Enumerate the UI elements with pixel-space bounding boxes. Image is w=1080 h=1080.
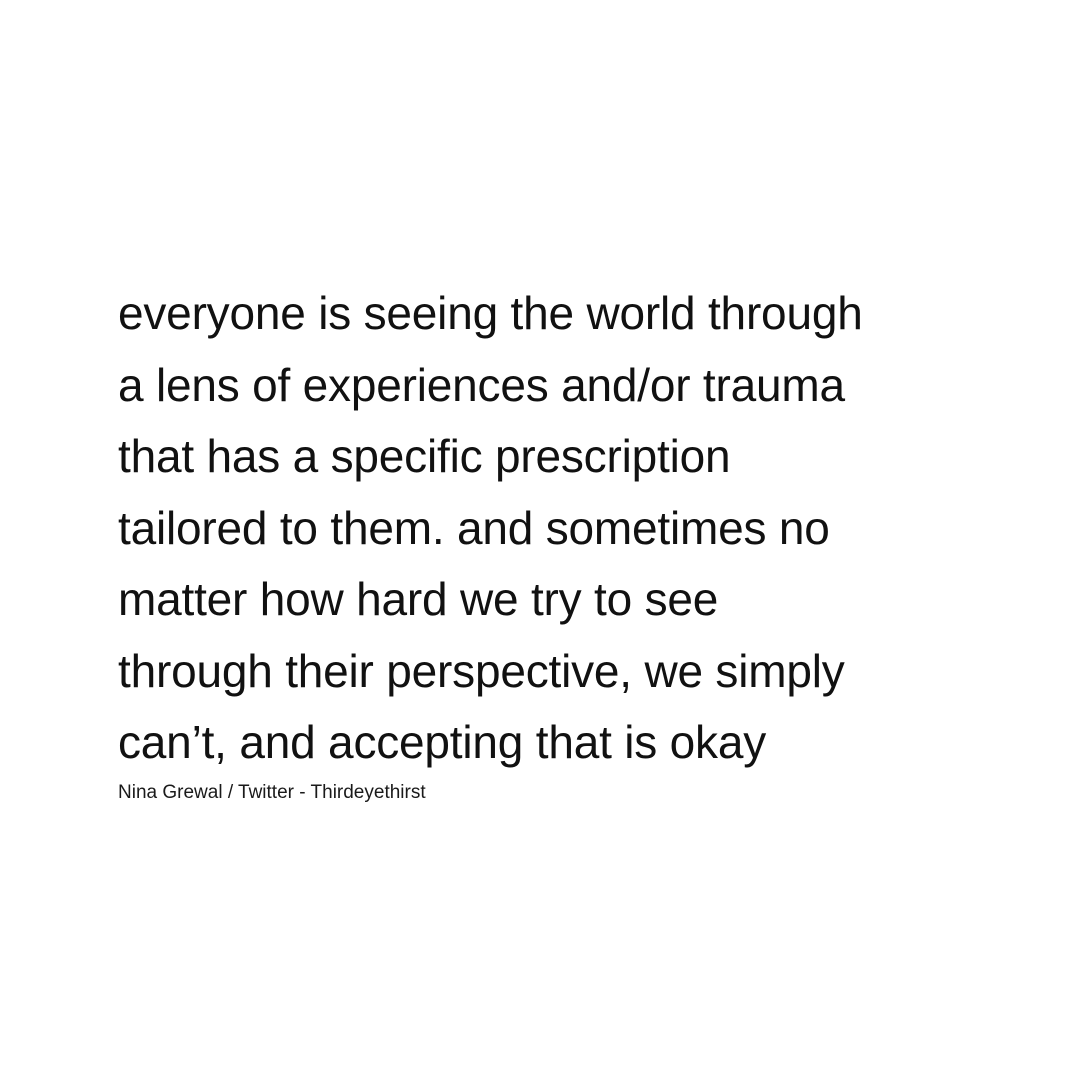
quote-attribution: Nina Grewal / Twitter - Thirdeyethirst	[118, 781, 426, 803]
quote-line-1: everyone is seeing the world through	[118, 287, 863, 339]
quote-block	[118, 278, 1018, 805]
quote-line-3: that has a specific prescription	[118, 430, 731, 482]
quote-line-2: a lens of experiences and/or trauma	[118, 358, 845, 411]
quote-line-7: can’t, and accepting that is okay	[118, 716, 767, 768]
quote-line-4: tailored to them. and sometimes no	[118, 501, 830, 554]
quote-line-6: through their perspective, we simply	[118, 644, 845, 697]
quote-line-5: matter how hard we try to see	[118, 573, 719, 625]
